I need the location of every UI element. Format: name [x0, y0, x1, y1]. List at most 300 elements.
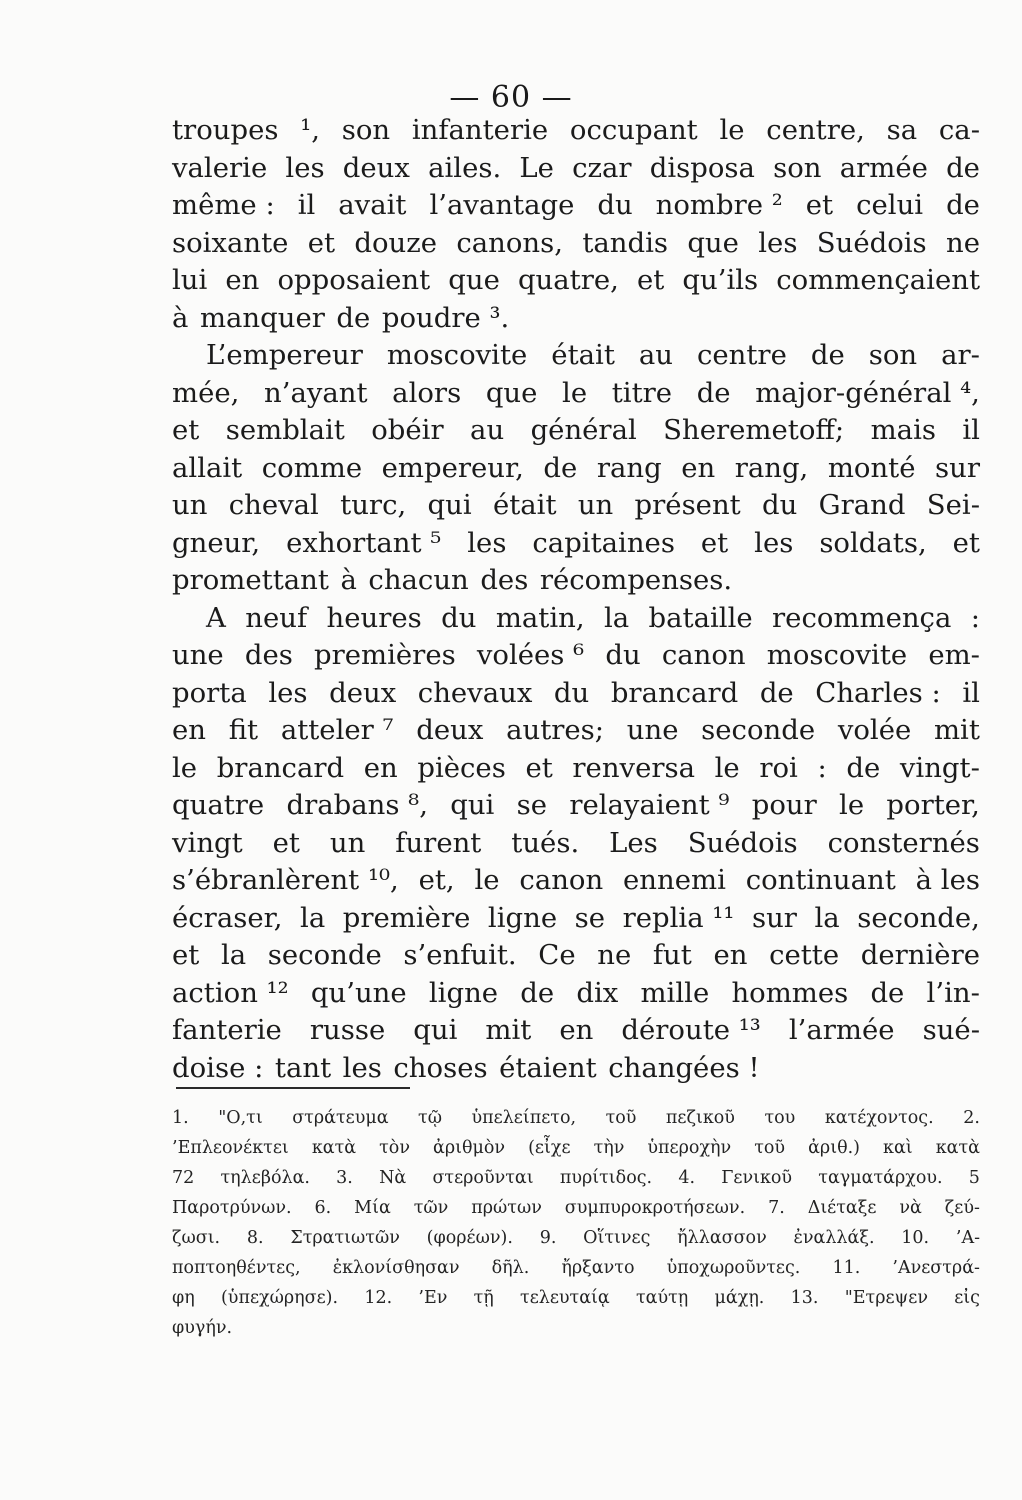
word: la: [814, 901, 840, 934]
word: seconde: [267, 939, 382, 971]
word: poudre ³.: [381, 301, 510, 334]
word: τελευταίᾳ: [520, 1288, 610, 1308]
word: τηλεβόλα.: [220, 1168, 310, 1188]
word: du: [553, 676, 590, 709]
word: armée: [839, 151, 928, 184]
word: turc,: [340, 489, 407, 521]
footnotes: [172, 1103, 980, 1343]
footnote-line: [172, 1103, 980, 1133]
word: τὸν: [379, 1138, 410, 1158]
word: était: [551, 339, 615, 371]
footnote-separator: [176, 1087, 410, 1089]
footnote-line: [172, 1163, 980, 1193]
word: au: [470, 414, 505, 446]
word: son: [773, 151, 822, 184]
word: et: [307, 226, 336, 259]
word: une: [626, 714, 679, 746]
word: ’Ανεστρά-: [892, 1258, 980, 1278]
word: καὶ: [883, 1138, 913, 1158]
word: Οἵτινες: [583, 1228, 651, 1248]
word: (ὑπεχώρησε).: [220, 1288, 339, 1308]
word: τοῦ: [754, 1138, 786, 1158]
word: fanterie: [172, 1014, 282, 1046]
word: doise :: [172, 1051, 264, 1084]
word: Sheremetoff;: [663, 414, 845, 446]
word: ’Επλεονέκτει: [172, 1138, 289, 1158]
word: les: [758, 226, 798, 259]
word: 6.: [314, 1198, 332, 1218]
word: τὴν: [593, 1138, 625, 1158]
word: canon: [661, 639, 746, 671]
word: ’Α-: [955, 1228, 980, 1248]
word: moscovite: [766, 639, 908, 671]
word: στράτευμα: [292, 1108, 389, 1128]
body-line: [172, 187, 980, 225]
word: sur: [751, 901, 797, 934]
body-line: [172, 1050, 980, 1088]
body-line: [172, 337, 980, 375]
word: à: [172, 301, 189, 334]
word: ligne: [487, 901, 558, 934]
word: son: [341, 114, 391, 146]
word: 11.: [832, 1258, 861, 1278]
word: il: [962, 676, 980, 709]
word: ἀριθ.): [808, 1138, 861, 1158]
word: Les: [609, 826, 658, 859]
word: mille: [640, 976, 710, 1009]
word: Suédois: [816, 226, 927, 259]
word: rang,: [734, 451, 809, 484]
word: 7.: [768, 1198, 785, 1218]
word: mais: [870, 414, 936, 446]
word: sa: [886, 114, 918, 146]
word: czar: [572, 151, 632, 184]
word: φη: [172, 1288, 195, 1308]
word: au: [638, 339, 673, 371]
word: Νὰ: [379, 1168, 407, 1188]
word: les: [754, 526, 794, 559]
word: recommença: [772, 601, 952, 634]
word: une: [172, 639, 224, 671]
body-line: [172, 525, 980, 563]
word: en: [172, 714, 206, 746]
word: ligne: [428, 976, 499, 1009]
word: πυρίτιδος.: [559, 1168, 653, 1188]
body-line: [172, 825, 980, 863]
word: deux: [342, 151, 410, 184]
word: un: [329, 826, 366, 859]
word: la: [603, 601, 630, 634]
word: ὑποχωροῦντες.: [666, 1258, 801, 1278]
word: les: [268, 676, 308, 709]
word: L’empereur: [206, 339, 363, 371]
word: 5: [968, 1168, 980, 1188]
word: et: [172, 939, 200, 971]
word: cette: [769, 939, 840, 971]
word: de: [946, 189, 980, 221]
word: un: [577, 489, 614, 521]
word: ca-: [938, 114, 980, 146]
word: dix: [576, 976, 619, 1009]
word: se: [574, 901, 606, 934]
word: que: [448, 264, 500, 296]
word: relayaient ⁹: [569, 789, 730, 821]
word: furent: [395, 826, 482, 859]
body-line: [172, 937, 980, 975]
word: ar-: [941, 339, 980, 371]
word: quatre,: [517, 264, 619, 296]
word: et: [700, 526, 729, 559]
word: dernière: [860, 939, 980, 971]
word: deux: [329, 676, 397, 709]
word: (φορέων).: [426, 1228, 513, 1248]
word: mée,: [172, 376, 240, 409]
word: le: [839, 789, 865, 821]
word: se: [516, 789, 548, 821]
word: les: [285, 151, 325, 184]
body-line: [172, 562, 980, 600]
word: Sei-: [926, 489, 980, 521]
word: Le: [519, 151, 554, 184]
word: soixante: [172, 226, 289, 259]
word: les: [467, 526, 507, 559]
word: πρώτων: [471, 1198, 542, 1218]
body-line: [172, 262, 980, 300]
word: A: [206, 601, 226, 634]
word: Suédois: [687, 826, 798, 859]
body-line: [172, 300, 980, 338]
body-line: [172, 412, 980, 450]
word: il: [962, 414, 980, 446]
body-line: [172, 750, 980, 788]
word: ἐναλλάξ.: [793, 1228, 875, 1248]
word: tandis: [582, 226, 668, 259]
footnote-line: [172, 1253, 980, 1283]
word: :: [817, 751, 827, 784]
word: moscovite: [386, 339, 528, 371]
word: ταγματάρχου.: [818, 1168, 943, 1188]
word: gneur,: [172, 526, 261, 559]
word: renversa: [572, 751, 696, 784]
word: première: [342, 901, 471, 934]
word: τῷ: [418, 1108, 442, 1128]
word: continuant: [745, 864, 896, 896]
word: avait: [338, 189, 407, 221]
word: major-général ⁴,: [755, 376, 980, 409]
word: vingt-: [899, 751, 980, 784]
word: canons,: [456, 226, 563, 259]
word: le: [714, 751, 740, 784]
word: des: [480, 564, 529, 596]
word: Διέταξε: [807, 1198, 877, 1218]
word: du: [605, 639, 641, 671]
word: et: [525, 751, 553, 784]
body-line: [172, 1012, 980, 1050]
word: πεζικοῦ: [665, 1108, 735, 1128]
word: 3.: [336, 1168, 353, 1188]
word: τῶν: [413, 1198, 449, 1218]
word: premières: [314, 639, 456, 671]
word: et,: [418, 864, 455, 896]
word: volée: [837, 714, 912, 746]
word: κατέχοντος.: [824, 1108, 934, 1128]
word: et: [272, 826, 300, 859]
word: tant: [274, 1051, 332, 1084]
word: ὑπεροχὴν: [647, 1138, 732, 1158]
word: et: [172, 414, 200, 446]
word: nombre ²: [655, 189, 783, 221]
word: titre: [611, 376, 673, 409]
word: drabans ⁸,: [286, 789, 428, 821]
word: seconde: [701, 714, 816, 746]
word: matin,: [495, 601, 585, 634]
word: centre: [696, 339, 787, 371]
word: russe: [309, 1014, 386, 1046]
word: et: [636, 264, 665, 296]
word: de: [543, 451, 578, 484]
word: douze: [354, 226, 438, 259]
word: 8.: [246, 1228, 264, 1248]
word: chacun: [368, 564, 469, 596]
word: lui: [172, 264, 208, 296]
word: qui: [450, 789, 495, 821]
body-line: [172, 637, 980, 675]
word: chevaux: [417, 676, 533, 709]
word: ζωσι.: [172, 1228, 221, 1248]
word: l’armée: [788, 1014, 895, 1046]
word: déroute ¹³: [621, 1014, 761, 1046]
word: Γενικοῦ: [721, 1168, 793, 1188]
word: était: [492, 489, 557, 521]
word: κατὰ: [935, 1138, 980, 1158]
word: en: [559, 1014, 594, 1046]
word: et: [805, 189, 834, 221]
word: disposa: [649, 151, 755, 184]
word: de: [946, 151, 980, 184]
word: hommes: [731, 976, 849, 1009]
word: allait: [172, 451, 243, 484]
body-line: [172, 787, 980, 825]
footnote-line: [172, 1283, 980, 1313]
word: qu’une: [310, 976, 407, 1009]
word: capitaines: [532, 526, 675, 559]
word: le: [562, 376, 588, 409]
word: νὰ: [899, 1198, 922, 1218]
word: l’in-: [926, 976, 980, 1009]
word: deux: [416, 714, 484, 746]
body-line: [172, 712, 980, 750]
word: κατὰ: [311, 1138, 357, 1158]
word: tués.: [511, 826, 580, 859]
page-number: — 60 —: [449, 80, 573, 115]
word: "Ο,τι: [218, 1108, 263, 1128]
body-line: [172, 600, 980, 638]
word: ἐκλονίσθησαν: [332, 1258, 460, 1278]
word: brancard: [610, 676, 739, 709]
word: Charles :: [815, 676, 941, 709]
word: συμπυροκροτήσεων.: [564, 1198, 746, 1218]
word: :: [970, 601, 980, 634]
word: canon: [519, 864, 604, 896]
word: empereur,: [381, 451, 524, 484]
word: neuf: [245, 601, 308, 634]
word: de: [759, 676, 794, 709]
word: ζεύ-: [944, 1198, 980, 1218]
body-line: [172, 150, 980, 188]
word: ἤρξαντο: [561, 1258, 635, 1278]
word: de: [520, 976, 555, 1009]
word: la: [220, 939, 247, 971]
word: 1.: [172, 1108, 189, 1128]
word: les: [342, 1051, 382, 1084]
word: que: [687, 226, 739, 259]
word: l’avantage: [429, 189, 575, 221]
word: ποπτοηθέντες,: [172, 1258, 301, 1278]
word: à: [340, 564, 357, 596]
body-line: [172, 225, 980, 263]
word: ailes.: [428, 151, 502, 184]
word: ne: [946, 226, 980, 259]
word: général: [530, 414, 637, 446]
word: 4.: [678, 1168, 696, 1188]
word: manquer: [199, 301, 325, 334]
word: centre,: [766, 114, 865, 146]
word: du: [597, 189, 633, 221]
word: Grand: [818, 489, 906, 521]
word: porter,: [886, 789, 980, 821]
word: s’ébranlèrent ¹⁰,: [172, 864, 399, 896]
word: 2.: [963, 1108, 980, 1128]
word: εἰς: [954, 1288, 980, 1308]
word: (εἶχε: [528, 1138, 571, 1158]
body-line: [172, 900, 980, 938]
word: μάχῃ.: [714, 1288, 765, 1308]
word: en: [713, 939, 748, 971]
word: à les: [915, 864, 980, 896]
word: consternés: [827, 826, 980, 859]
word: φυγήν.: [172, 1318, 233, 1338]
word: en: [225, 264, 260, 296]
word: le: [719, 114, 745, 146]
word: qui: [413, 1014, 458, 1046]
word: ’Εν: [418, 1288, 448, 1308]
body-line: [172, 112, 980, 150]
word: cheval: [228, 489, 319, 521]
word: seconde,: [857, 901, 980, 934]
word: ἀριθμὸν: [433, 1138, 506, 1158]
word: soldats,: [819, 526, 927, 559]
word: exhortant ⁵: [286, 526, 442, 559]
word: τοῦ: [605, 1108, 637, 1128]
word: celui: [856, 189, 924, 221]
word: de: [696, 376, 731, 409]
word: semblait: [225, 414, 345, 446]
word: vingt: [172, 826, 243, 859]
word: sué-: [922, 1014, 980, 1046]
word: roi: [759, 751, 798, 784]
word: n’ayant: [264, 376, 368, 409]
footnote-line: [172, 1193, 980, 1223]
word: de: [810, 339, 845, 371]
word: de: [846, 751, 881, 784]
word: δῆλ.: [491, 1258, 530, 1278]
word: sur: [935, 451, 980, 484]
word: bataille: [648, 601, 753, 634]
word: ἤλλασσον: [677, 1228, 767, 1248]
word: atteler ⁷: [280, 714, 394, 746]
word: Παροτρύνων.: [172, 1198, 292, 1218]
word: pour: [751, 789, 817, 821]
word: fit: [228, 714, 259, 746]
word: en: [681, 451, 716, 484]
body-line: [172, 862, 980, 900]
body-line: [172, 675, 980, 713]
word: occupant: [569, 114, 698, 146]
body-line: [172, 487, 980, 525]
word: ¹,: [300, 114, 320, 146]
footnote-line: [172, 1313, 980, 1343]
word: Στρατιωτῶν: [290, 1228, 400, 1248]
word: le: [172, 751, 198, 784]
word: de: [336, 301, 371, 334]
word: en: [363, 751, 398, 784]
word: un: [172, 489, 208, 521]
word: récompenses.: [539, 564, 733, 596]
word: changées !: [608, 1051, 760, 1084]
word: ὑπελείπετο,: [471, 1108, 577, 1128]
word: infanterie: [411, 114, 549, 146]
word: mit: [933, 714, 980, 746]
word: présent: [634, 489, 741, 521]
word: στεροῦνται: [432, 1168, 534, 1188]
body-line: [172, 450, 980, 488]
word: troupes: [172, 114, 279, 146]
word: 72: [172, 1168, 195, 1188]
word: ennemi: [623, 864, 726, 896]
word: action ¹²: [172, 976, 289, 1009]
body-line: [172, 375, 980, 413]
word: comme: [261, 451, 363, 484]
word: fut: [652, 939, 692, 971]
word: replia ¹¹: [622, 901, 735, 934]
word: pièces: [417, 751, 506, 784]
word: ταύτῃ: [635, 1288, 689, 1308]
word: monté: [827, 451, 916, 484]
word: commençaient: [776, 264, 980, 296]
word: 10.: [901, 1228, 930, 1248]
word: mit: [485, 1014, 532, 1046]
word: qu’ils: [682, 264, 759, 296]
word: porta: [172, 676, 247, 709]
word: τῇ: [473, 1288, 494, 1308]
word: quatre: [172, 789, 265, 821]
word: son: [868, 339, 918, 371]
word: promettant: [172, 564, 329, 596]
word: Ce: [538, 939, 576, 971]
word: du: [441, 601, 477, 634]
body-text: [172, 112, 980, 1087]
word: volées ⁶: [476, 639, 585, 671]
word: ne: [597, 939, 632, 971]
word: le: [474, 864, 500, 896]
word: 12.: [364, 1288, 393, 1308]
word: Μία: [354, 1198, 391, 1218]
word: "Ετρεψεν: [844, 1288, 928, 1308]
word: valerie: [172, 151, 268, 184]
word: du: [762, 489, 798, 521]
word: em-: [928, 639, 980, 671]
word: opposaient: [277, 264, 431, 296]
